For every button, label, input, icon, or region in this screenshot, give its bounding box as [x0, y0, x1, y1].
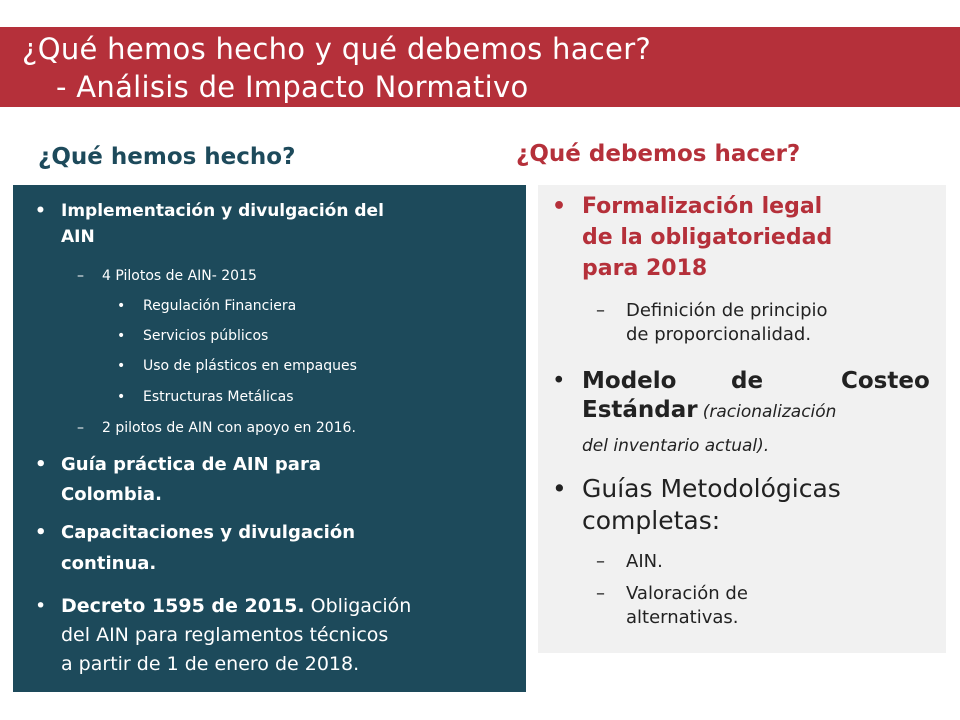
right-item-2-line-3: del inventario actual).: [582, 436, 770, 456]
right-sub-1-line-2: de proporcionalidad.: [626, 324, 812, 345]
right-column-heading: ¿Qué debemos hacer?: [516, 141, 801, 167]
dash-icon: –: [77, 420, 84, 436]
slide-title-line-2: - Análisis de Impacto Normativo: [56, 70, 529, 104]
left-item-2-line-1: Guía práctica de AIN para: [61, 454, 321, 475]
bullet-icon: •: [35, 201, 46, 221]
left-sub-item-2: Servicios públicos: [143, 328, 269, 344]
bullet-icon: •: [117, 389, 126, 405]
left-item-3-line-2: continua.: [61, 553, 157, 574]
left-panel: [13, 185, 526, 692]
left-sub-pilotos-2015: 4 Pilotos de AIN- 2015: [102, 268, 257, 284]
dash-icon: –: [596, 551, 605, 572]
decreto-rest: Obligación: [304, 595, 412, 617]
right-sub-3-line-1: Valoración de: [626, 583, 748, 604]
right-item-3-line-1: Guías Metodológicas: [582, 474, 841, 503]
right-item-2-word-costeo: Costeo: [841, 368, 930, 394]
right-item-2-line-2: [582, 397, 836, 423]
dash-icon: –: [596, 583, 605, 604]
bullet-icon: •: [35, 595, 47, 617]
racionalizacion-text: (racionalización: [702, 402, 837, 422]
left-column-heading: ¿Qué hemos hecho?: [38, 144, 296, 170]
right-item-1-line-2: de la obligatoriedad: [582, 225, 833, 250]
right-sub-ain: AIN.: [626, 551, 663, 572]
bullet-icon: •: [552, 368, 566, 394]
left-item-4-line-3: a partir de 1 de enero de 2018.: [61, 653, 360, 675]
left-sub-item-4: Estructuras Metálicas: [143, 389, 294, 405]
bullet-icon: •: [35, 522, 47, 543]
bullet-icon: •: [552, 194, 567, 219]
left-item-4-line-2: del AIN para reglamentos técnicos: [61, 624, 389, 646]
left-sub-pilotos-2016: 2 pilotos de AIN con apoyo en 2016.: [102, 420, 356, 436]
left-item-2-line-2: Colombia.: [61, 484, 162, 505]
bullet-icon: •: [117, 298, 126, 314]
right-item-1-line-1: Formalización legal: [582, 194, 823, 219]
right-panel: [538, 185, 946, 653]
left-sub-item-3: Uso de plásticos en empaques: [143, 358, 357, 374]
right-item-1-line-3: para 2018: [582, 256, 708, 281]
left-item-1-line-2: AIN: [61, 227, 95, 247]
dash-icon: –: [77, 268, 84, 284]
right-item-2-word-modelo: Modelo: [582, 368, 677, 394]
left-item-3-line-1: Capacitaciones y divulgación: [61, 522, 356, 543]
slide-title-line-1: ¿Qué hemos hecho y qué debemos hacer?: [22, 32, 652, 66]
left-item-4-line-1: [61, 592, 411, 621]
left-item-1-line-1: Implementación y divulgación del: [61, 201, 384, 221]
dash-icon: –: [596, 300, 605, 321]
bullet-icon: •: [35, 454, 47, 475]
right-sub-1-line-1: Definición de principio: [626, 300, 828, 321]
decreto-label: Decreto 1595 de 2015.: [61, 595, 305, 617]
left-sub-item-1: Regulación Financiera: [143, 298, 297, 314]
estandar-label: Estándar: [582, 397, 698, 423]
bullet-icon: •: [117, 328, 126, 344]
bullet-icon: •: [552, 474, 567, 503]
right-sub-3-line-2: alternativas.: [626, 607, 739, 628]
right-item-3-line-2: completas:: [582, 506, 721, 535]
bullet-icon: •: [117, 358, 126, 374]
right-item-2-word-de: de: [731, 368, 764, 394]
